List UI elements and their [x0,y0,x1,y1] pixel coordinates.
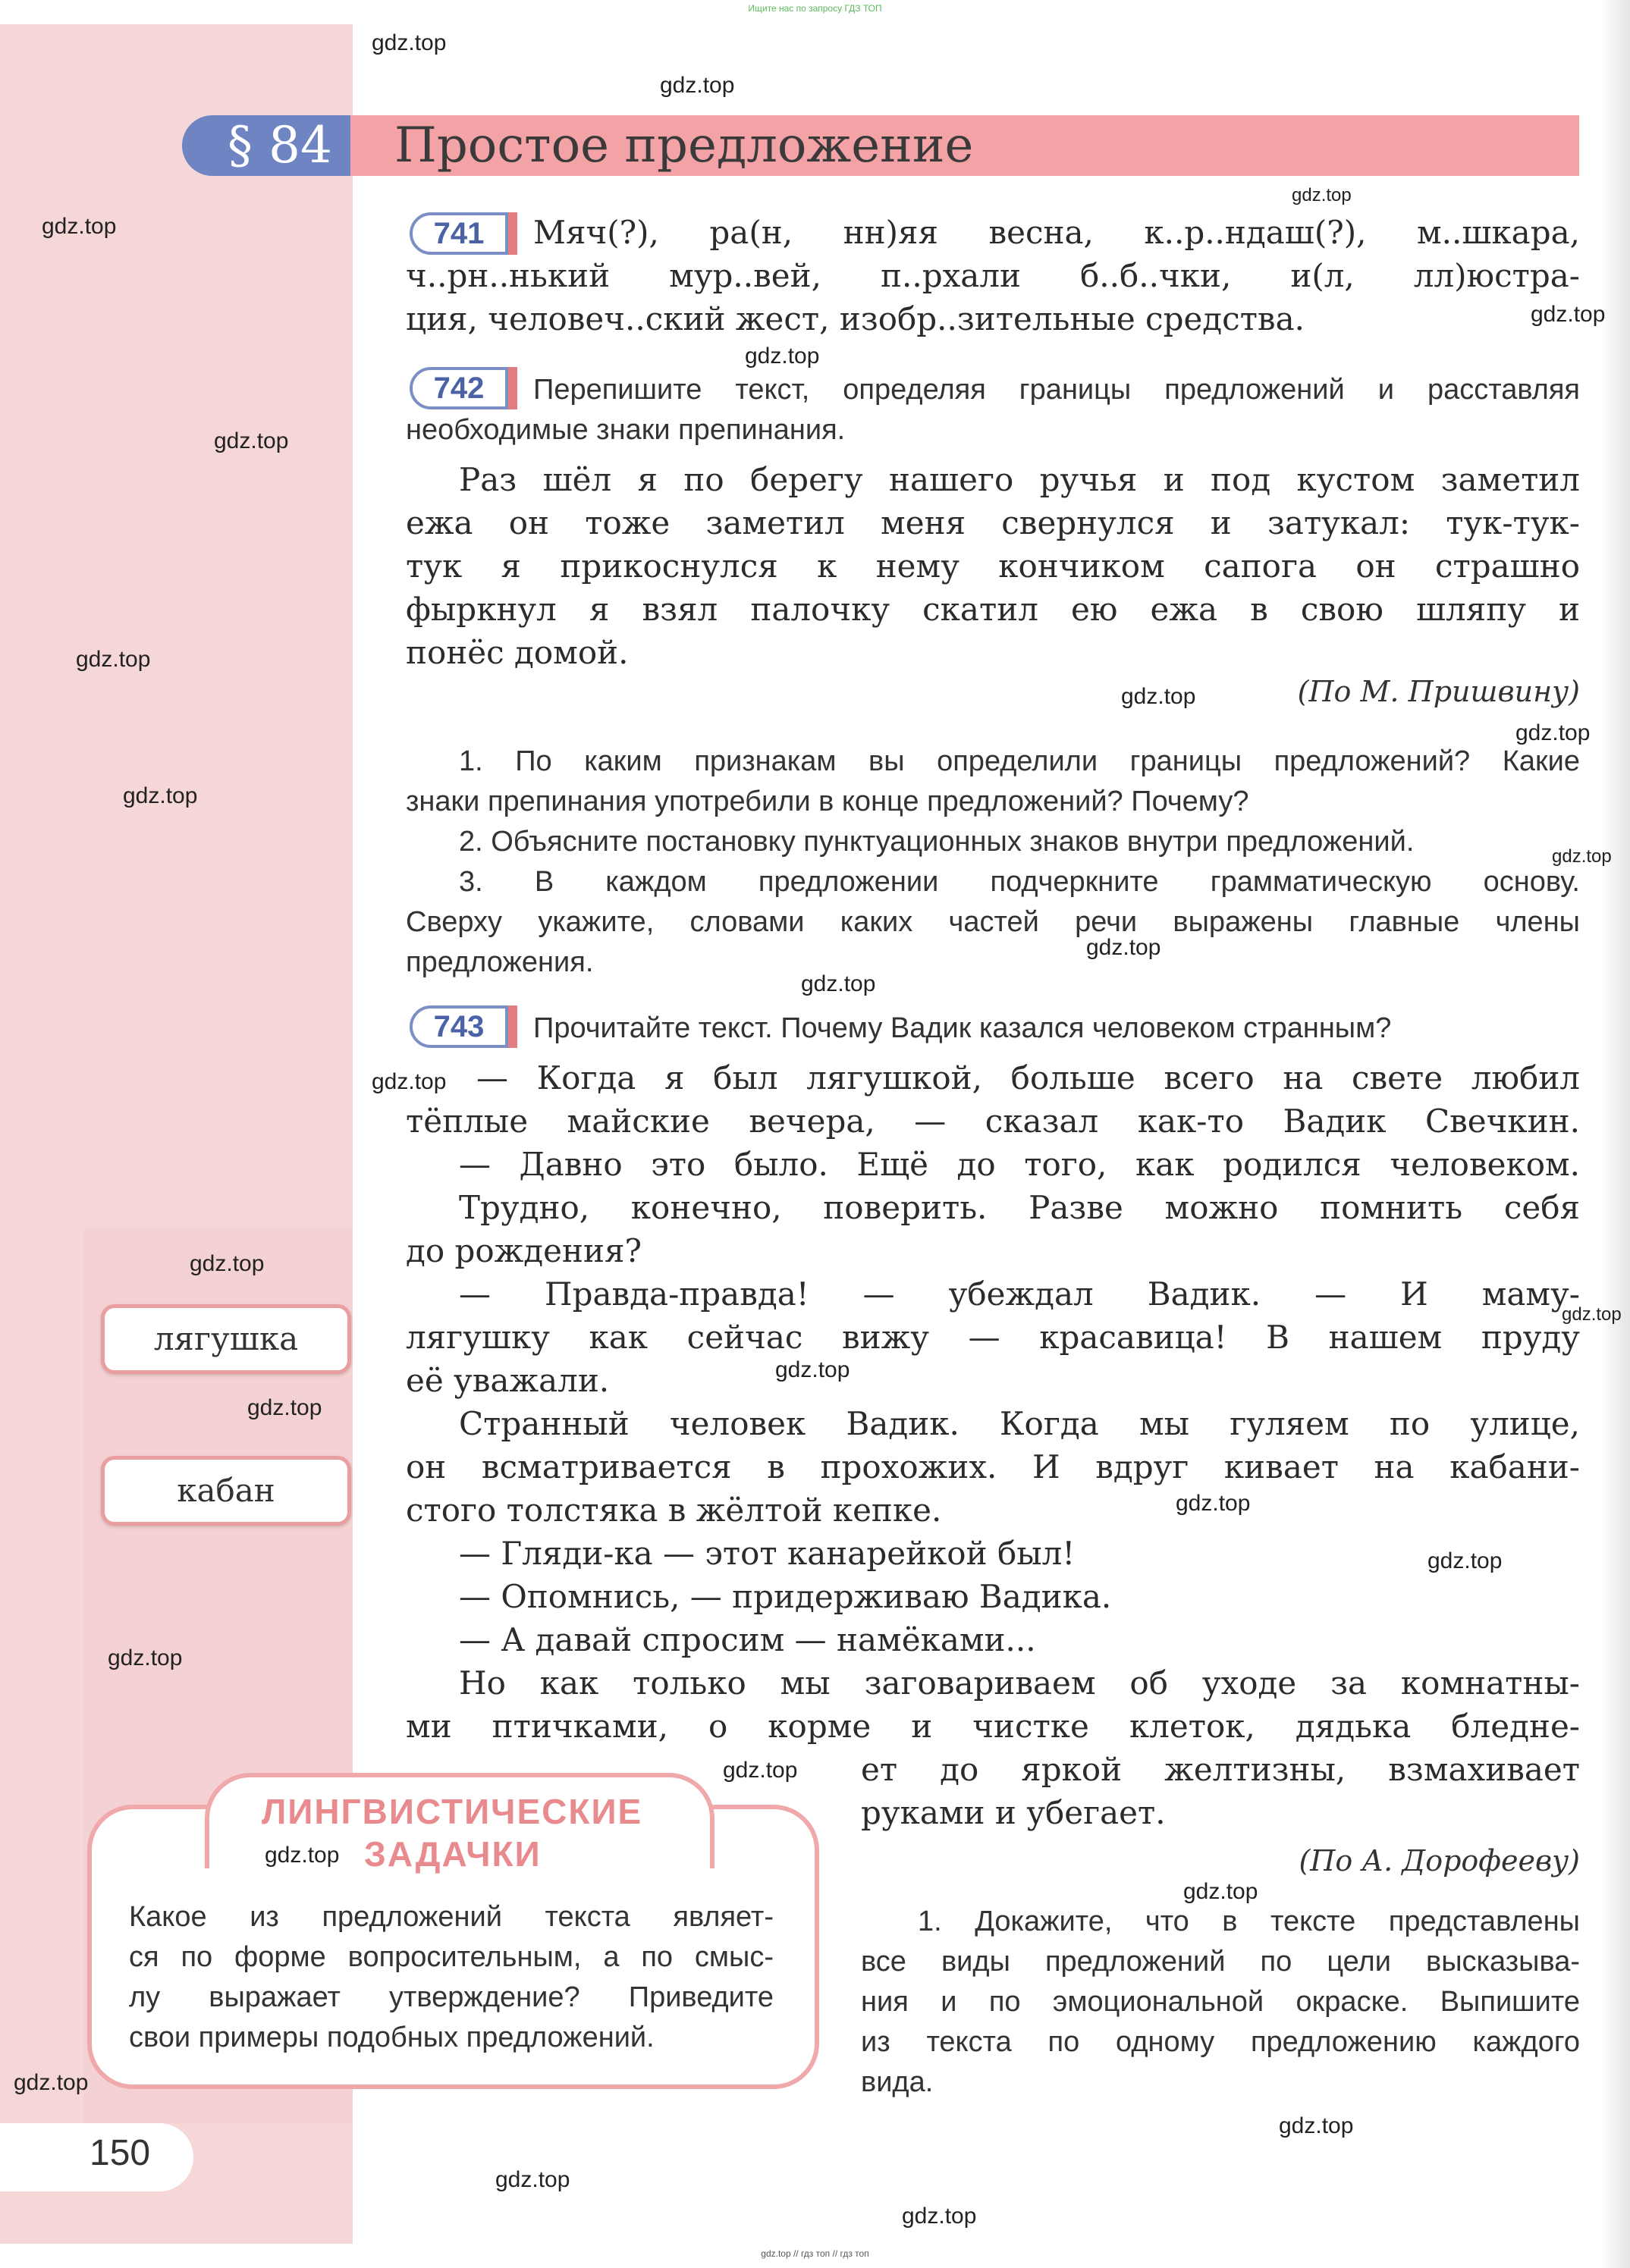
watermark: gdz.top [1183,1879,1258,1904]
task743-question: все виды предложений по цели высказыва- [861,1946,1580,1978]
watermark: gdz.top [14,2070,89,2095]
task742-instruction: необходимые знаки препинания. [406,414,846,446]
watermark: gdz.top [723,1758,798,1783]
task743-text-line: — А давай спросим — намёками... [459,1621,1036,1658]
page-number: 150 [90,2133,151,2173]
task742-text-line: ежа он тоже заметил меня свернулся и затукал: тук-тук- [406,504,1580,541]
watermark: gdz.top [265,1843,340,1868]
watermark: gdz.top [902,2204,977,2229]
task-number-tab [508,212,517,255]
task743-question: 1. Докажите, что в тексте представлены [918,1906,1580,1937]
watermark: gdz.top [1292,185,1352,205]
task742-question: предложения. [406,946,594,978]
task743-text-line: — Когда я был лягушкой, больше всего на свете любил [476,1059,1580,1096]
watermark: gdz.top [76,647,151,672]
task743-text-line: стого толстяка в жёлтой кепке. [406,1492,942,1529]
task743-text-line: Но как только мы заговариваем об уходе за комнатны- [459,1664,1580,1702]
watermark: gdz.top [1531,302,1606,327]
task743-text-line: ет до яркой желтизны, взмахивает [861,1751,1580,1788]
linguistic-title: ЗАДАЧКИ [364,1834,542,1874]
task742-question: 2. Объясните постановку пунктуационных знаков внутри предложений. [459,826,1415,858]
task743-text-line: Трудно, конечно, поверить. Разве можно помнить себя [459,1189,1580,1226]
watermark: gdz.top [372,1069,447,1094]
task742-question: 3. В каждом предложении подчеркните грамматическую основу. [459,866,1580,898]
task743-text-line: до рождения? [406,1232,642,1269]
task-number-743: 743 [410,1005,508,1048]
task743-question: вида. [861,2066,934,2098]
watermark: gdz.top [1086,935,1161,960]
watermark: gdz.top [745,343,820,369]
task-number-741: 741 [410,212,508,255]
task741-line: ция, человеч..ский жест, изобр..зительные средства. [406,300,1305,337]
task743-text-line: он всматривается в прохожих. И вдруг кивает на кабани- [406,1448,1580,1485]
linguistic-text: ся по форме вопросительным, а по смыс- [129,1941,774,1973]
page-title: Простое предложение [394,118,974,174]
task742-question: Сверху укажите, словами каких частей речи выражены главные члены [406,906,1580,938]
section-number: § 84 [228,116,332,174]
page-edge-shadow [1600,0,1630,2268]
linguistic-text: свои примеры подобных предложений. [129,2022,655,2053]
watermark: gdz.top [775,1357,850,1382]
watermark: gdz.top [801,971,876,996]
task741-line: Мяч(?), ра(н, нн)яя весна, к..р..ндаш(?), м..шкара, [533,214,1580,251]
task743-text-line: руками и убегает. [861,1794,1166,1831]
watermark: gdz.top [372,30,447,55]
watermark: gdz.top [247,1395,322,1420]
watermark: gdz.top [1279,2113,1354,2138]
watermark: gdz.top [1552,846,1612,867]
watermark: gdz.top [1121,684,1196,709]
task743-text-line: — Правда-правда! — убеждал Вадик. — И маму- [459,1275,1580,1313]
watermark: gdz.top [190,1251,265,1276]
watermark: gdz.top [1176,1491,1251,1516]
side-word-box: лягушка [101,1304,351,1374]
task743-text-line: Странный человек Вадик. Когда мы гуляем по улице, [459,1405,1580,1442]
linguistic-title: ЛИНГВИСТИЧЕСКИЕ [262,1792,643,1831]
watermark: gdz.top [660,73,735,98]
bottom-note: gdz.top // гдз топ // гдз топ [761,2248,869,2259]
linguistic-text: Какое из предложений текста являет- [129,1901,774,1933]
task743-question: из текста по одному предложению каждого [861,2026,1580,2058]
task742-text-line: Раз шёл я по берегу нашего ручья и под кустом заметил [459,461,1580,498]
watermark: gdz.top [123,783,198,808]
task-number-tab [508,1005,517,1048]
task743-credit: (По А. Дорофееву) [1299,1844,1580,1877]
side-word-box: кабан [101,1456,351,1526]
task743-text-line: тёплые майские вечера, — сказал как-то Вадик Свечкин. [406,1103,1580,1140]
watermark: gdz.top [1515,720,1591,745]
watermark: gdz.top [1562,1304,1622,1325]
task743-text-line: — Гляди-ка — этот канарейкой был! [459,1535,1076,1572]
task743-question: ния и по эмоциональной окраске. Выпишите [861,1986,1580,2018]
task742-credit: (По М. Пришвину) [1297,675,1580,708]
watermark: gdz.top [42,214,117,239]
task742-instruction: Перепишите текст, определяя границы предложений и расставляя [533,374,1580,406]
task742-text-line: понёс домой. [406,634,629,671]
task743-instruction: Прочитайте текст. Почему Вадик казался человеком странным? [533,1012,1392,1044]
task742-question: знаки препинания употребили в конце предложений? Почему? [406,786,1249,817]
task742-text-line: фыркнул я взял палочку скатил ею ежа в свою шляпу и [406,591,1580,628]
watermark: gdz.top [214,428,289,453]
linguistic-text: лу выражает утверждение? Приведите [129,1981,774,2013]
task-number-tab [508,367,517,409]
watermark: gdz.top [108,1645,183,1670]
task743-text-line: лягушку как сейчас вижу — красавица! В нашем пруду [406,1319,1580,1356]
task742-question: 1. По каким признакам вы определили границы предложений? Какие [459,745,1580,777]
watermark: gdz.top [1427,1548,1503,1573]
task743-text-line: — Опомнись, — придерживаю Вадика. [459,1578,1112,1615]
task742-text-line: тук я прикоснулся к нему кончиком сапога он страшно [406,547,1580,585]
task743-text-line: ми птичками, о корме и чистке клеток, дядька бледне- [406,1708,1580,1745]
task741-line: ч..рн..нький мур..вей, п..рхали б..б..чки, и(л, лл)юстра- [406,257,1580,294]
task-number-742: 742 [410,367,508,409]
task743-text-line: — Давно это было. Ещё до того, как родился человеком. [459,1146,1580,1183]
watermark: gdz.top [495,2167,570,2192]
task743-text-line: её уважали. [406,1362,610,1399]
top-note: Ищите нас по запросу ГДЗ ТОП [748,3,882,14]
